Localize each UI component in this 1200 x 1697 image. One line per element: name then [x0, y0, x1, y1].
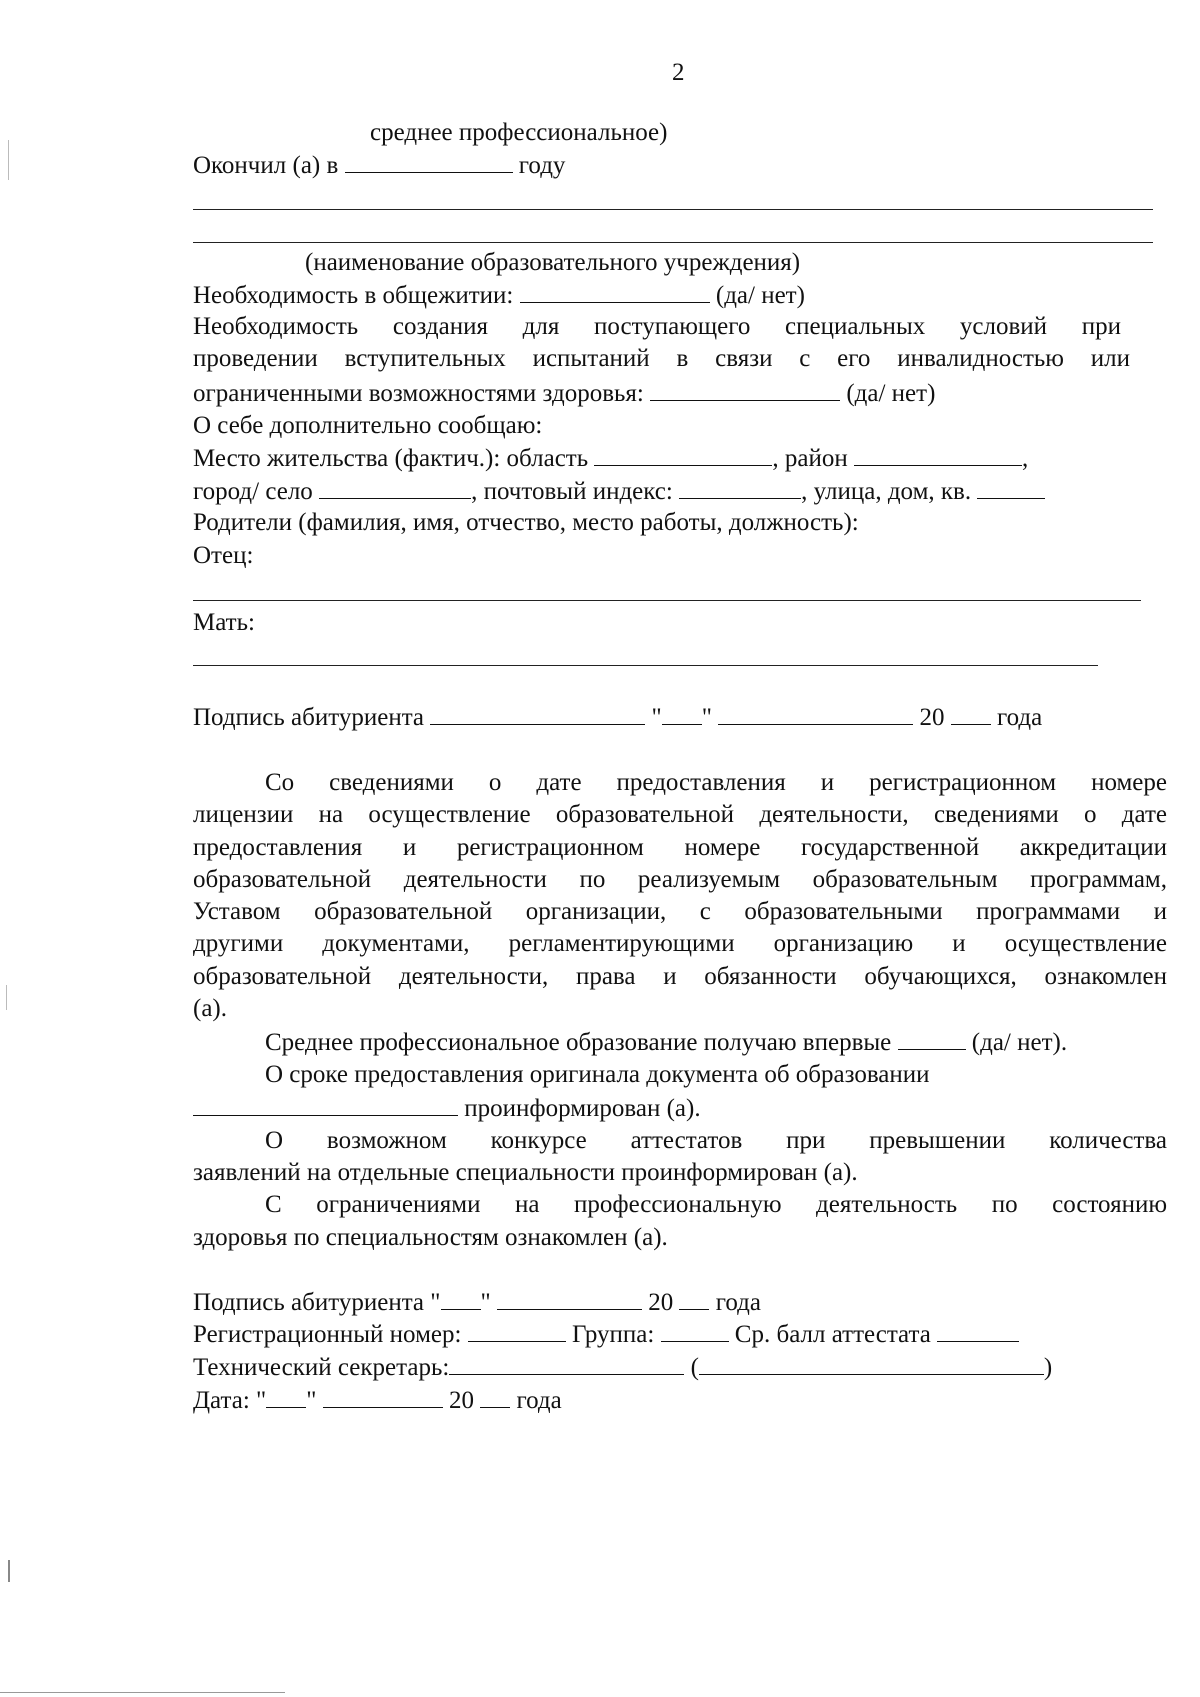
gpa-label: Ср. балл аттестата: [734, 1321, 931, 1348]
date-month-field[interactable]: [323, 1385, 443, 1408]
signature1-year-prefix: 20: [919, 704, 945, 731]
signature1-label: Подпись абитуриента: [193, 704, 425, 731]
parents-label: Родители (фамилия, имя, отчество, место работы, должность):: [193, 509, 859, 536]
acknowledgement-line-1: Со сведениями о дате предоставления и регистрационном номере: [265, 769, 1167, 796]
about-self: О себе дополнительно сообщаю:: [193, 412, 543, 439]
first-time-field[interactable]: [898, 1027, 966, 1050]
special-conditions-line-3: [193, 378, 935, 409]
postal-label: , почтовый индекс:: [471, 478, 673, 505]
acknowledgement-line-7: образовательной деятельности, права и обязанности обучающихся, ознакомлен: [193, 963, 1167, 990]
original-doc-suffix: проинформирован (а).: [464, 1095, 701, 1122]
page-number: 2: [672, 59, 685, 86]
special-conditions-options: (да/ нет): [846, 380, 936, 407]
signature2-year-field[interactable]: [679, 1287, 709, 1310]
first-time-line: [265, 1027, 1067, 1058]
secretary-name-field[interactable]: [699, 1352, 1044, 1375]
acknowledgement-line-3: предоставления и регистрационном номере государственной аккредитации: [193, 834, 1167, 861]
scan-bottom-rule: [0, 1692, 285, 1693]
street-field[interactable]: [977, 476, 1045, 499]
first-time-label: Среднее профессиональное образование получаю впервые: [265, 1029, 892, 1056]
postal-field[interactable]: [679, 476, 801, 499]
signature2-quote-close: ": [480, 1289, 491, 1316]
signature-line-2: [193, 1287, 761, 1318]
date-year-suffix: года: [516, 1387, 562, 1414]
residence-line-1: [193, 443, 1028, 474]
institution-line-2[interactable]: [193, 242, 1153, 243]
acknowledgement-line-2: лицензии на осуществление образовательной деятельности, сведениями о дате: [193, 801, 1167, 828]
scan-edge-mark-top: [8, 140, 9, 180]
dormitory-options: (да/ нет): [715, 282, 805, 309]
special-conditions-field[interactable]: [650, 378, 840, 401]
signature2-day-field[interactable]: [441, 1287, 481, 1310]
secretary-paren-open: (: [690, 1354, 699, 1381]
dormitory-label: Необходимость в общежитии:: [193, 282, 514, 309]
special-conditions-line-2: проведении вступительных испытаний в связи с его инвалидностью или: [193, 345, 1130, 372]
education-level-tail: среднее профессиональное): [370, 119, 668, 146]
original-doc-line-1: О сроке предоставления оригинала документа об образовании: [265, 1061, 930, 1088]
scan-edge-mark-bottom: [8, 1560, 10, 1582]
competition-line-1: О возможном конкурсе аттестатов при превышении количества: [265, 1127, 1167, 1154]
father-label: Отец:: [193, 542, 254, 569]
date-year-field[interactable]: [480, 1385, 510, 1408]
gpa-field[interactable]: [937, 1319, 1019, 1342]
father-field[interactable]: [193, 600, 1141, 601]
health-limits-line-2: здоровья по специальностям ознакомлен (а).: [193, 1224, 668, 1251]
city-label: город/ село: [193, 478, 313, 505]
graduated-line: [193, 150, 565, 181]
district-field[interactable]: [854, 443, 1022, 466]
district-label: , район: [772, 445, 848, 472]
signature2-label: Подпись абитуриента ": [193, 1289, 441, 1316]
street-label: , улица, дом, кв.: [801, 478, 972, 505]
registration-line: [193, 1319, 1019, 1350]
signature2-year-prefix: 20: [648, 1289, 674, 1316]
mother-label: Мать:: [193, 609, 255, 636]
secretary-line: [193, 1352, 1052, 1383]
graduated-suffix: году: [518, 152, 566, 179]
dormitory-line: [193, 280, 805, 311]
signature1-field[interactable]: [430, 702, 645, 725]
signature1-month-field[interactable]: [718, 702, 913, 725]
date-day-field[interactable]: [266, 1385, 306, 1408]
residence-label: Место жительства (фактич.): область: [193, 445, 589, 472]
special-conditions-line-1: Необходимость создания для поступающего специальных условий при: [193, 313, 1121, 340]
signature2-year-suffix: года: [715, 1289, 761, 1316]
special-conditions-label: ограниченными возможностями здоровья:: [193, 380, 644, 407]
acknowledgement-line-4: образовательной деятельности по реализуемым образовательным программам,: [193, 866, 1167, 893]
original-doc-field[interactable]: [193, 1093, 458, 1116]
first-time-options: (да/ нет).: [971, 1029, 1068, 1056]
signature-line-1: [193, 702, 1042, 733]
acknowledgement-line-5: Уставом образовательной организации, с образовательными программами и: [193, 898, 1167, 925]
institution-line-1[interactable]: [193, 209, 1153, 210]
reg-number-label: Регистрационный номер:: [193, 1321, 462, 1348]
signature1-year-field[interactable]: [951, 702, 991, 725]
group-label: Группа:: [571, 1321, 655, 1348]
signature1-quote-close: ": [701, 704, 712, 731]
signature2-month-field[interactable]: [497, 1287, 642, 1310]
group-field[interactable]: [661, 1319, 729, 1342]
dormitory-field[interactable]: [520, 280, 710, 303]
region-field[interactable]: [594, 443, 772, 466]
date-line: [193, 1385, 562, 1416]
scan-edge-mark-middle: [6, 985, 7, 1010]
signature1-quote-open: ": [651, 704, 662, 731]
date-quote-close: ": [306, 1387, 317, 1414]
reg-number-field[interactable]: [468, 1319, 566, 1342]
residence-comma: ,: [1022, 445, 1029, 472]
institution-caption: (наименование образовательного учреждения): [305, 249, 801, 276]
residence-line-2: [193, 476, 1045, 507]
health-limits-line-1: С ограничениями на профессиональную деятельность по состоянию: [265, 1191, 1167, 1218]
city-field[interactable]: [319, 476, 471, 499]
mother-field[interactable]: [193, 665, 1098, 666]
date-label: Дата: ": [193, 1387, 267, 1414]
signature1-year-suffix: года: [996, 704, 1043, 731]
acknowledgement-last: (а).: [193, 995, 227, 1022]
acknowledgement-line-6: другими документами, регламентирующими организацию и осуществление: [193, 930, 1167, 957]
secretary-signature-field[interactable]: [449, 1352, 684, 1375]
secretary-label: Технический секретарь:: [193, 1354, 450, 1381]
date-year-prefix: 20: [448, 1387, 474, 1414]
original-doc-line-2: [193, 1093, 701, 1124]
graduated-label: Окончил (а) в: [193, 152, 339, 179]
secretary-paren-close: ): [1043, 1354, 1053, 1381]
competition-line-2: заявлений на отдельные специальности проинформирован (а).: [193, 1159, 858, 1186]
signature1-day-field[interactable]: [662, 702, 702, 725]
graduated-year-field[interactable]: [345, 150, 513, 173]
